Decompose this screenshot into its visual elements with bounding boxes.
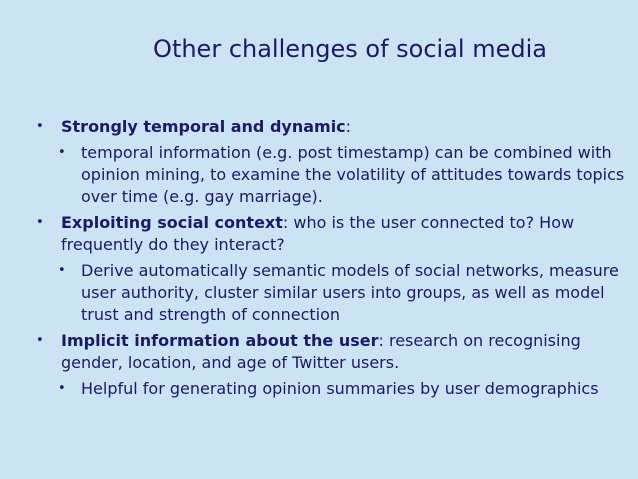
sub-bullet-text: Helpful for generating opinion summaries by user demographics bbox=[81, 379, 599, 398]
bullet-text: : research on recognising gender, location, and age of Twitter users. bbox=[61, 331, 581, 372]
sub-bullet-implicit-info bbox=[55, 378, 626, 400]
bullet-dot-icon: • bbox=[58, 381, 66, 396]
bullet-temporal bbox=[36, 116, 626, 138]
bullet-social-context bbox=[36, 212, 626, 256]
bullet-text: : who is the user connected to? How frequently do they interact? bbox=[61, 213, 575, 254]
bullet-dot-icon: • bbox=[58, 263, 66, 278]
bullet-implicit-info bbox=[36, 330, 626, 374]
sub-bullet-text: Derive automatically semantic models of social networks, measure user authority, cluster similar users into groups, as well as model trust and strength of connection bbox=[81, 261, 619, 324]
slide-title: Other challenges of social media bbox=[153, 35, 547, 63]
bullet-list bbox=[36, 116, 626, 404]
bullet-text: : bbox=[345, 117, 352, 136]
bullet-dot-icon: • bbox=[36, 119, 44, 134]
bullet-dot-icon: • bbox=[36, 333, 44, 348]
bullet-dot-icon: • bbox=[36, 215, 44, 230]
bullet-dot-icon: • bbox=[58, 145, 66, 160]
sub-bullet-temporal bbox=[55, 142, 626, 208]
sub-bullet-social-context bbox=[55, 260, 626, 326]
bullet-heading: Implicit information about the user bbox=[61, 331, 379, 350]
sub-bullet-text: temporal information (e.g. post timestamp) can be combined with opinion mining, to examine the volatility of attitudes towards topics over time (e.g. gay marriage). bbox=[81, 143, 625, 206]
bullet-heading: Strongly temporal and dynamic bbox=[61, 117, 346, 136]
bullet-heading: Exploiting social context bbox=[61, 213, 283, 232]
